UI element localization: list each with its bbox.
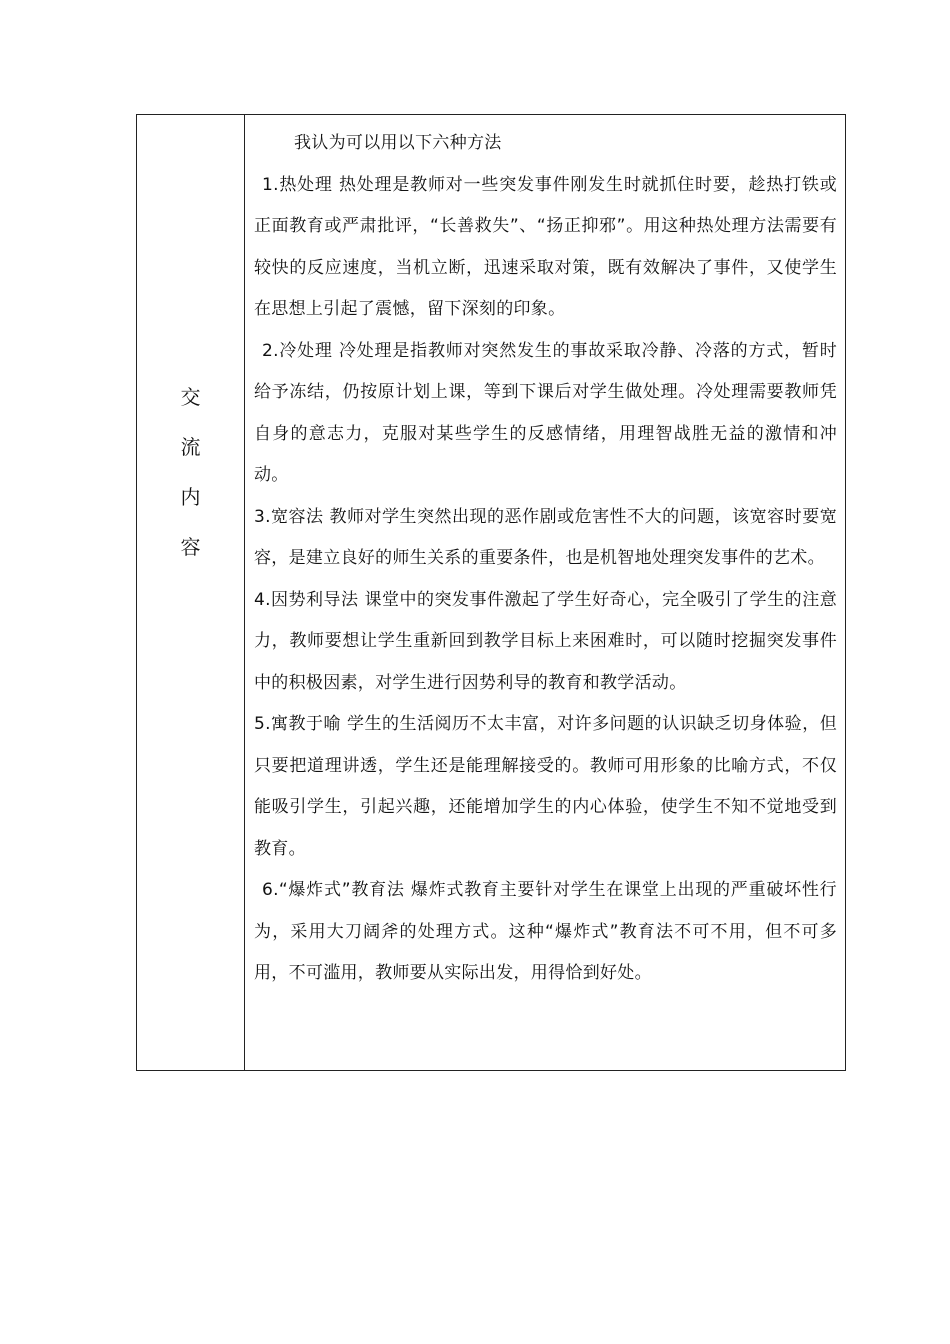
method-paragraph-6: 6.“爆炸式”教育法 爆炸式教育主要针对学生在课堂上出现的严重破坏性行为，采用大刀阔斧的处理方式。这种“爆炸式”教育法不可不用，但不可多用，不可滥用，教师要从实际出发，用得恰到好处。: [254, 880, 837, 983]
label-char: 交: [180, 385, 201, 409]
method-paragraph-1: 1.热处理 热处理是教师对一些突发事件刚发生时就抓住时要，趁热打铁或正面教育或严肃批评，“长善救失”、“扬正抑邪”。用这种热处理方法需要有较快的反应速度，当机立断，迅速采取对策，既有效解决了事件，又使学生在思想上引起了震憾，留下深刻的印象。: [254, 174, 837, 319]
method-paragraph-4: 4.因势利导法 课堂中的突发事件激起了学生好奇心，完全吸引了学生的注意力，教师要想让学生重新回到教学目标上来困难时，可以随时挖掘突发事件中的积极因素，对学生进行因势利导的教育和教学活动。: [254, 589, 837, 693]
label-cell: [137, 115, 245, 1070]
label-text: [137, 372, 244, 572]
method-paragraph-5: 5.寓教于喻 学生的生活阅历不太丰富，对许多问题的认识缺乏切身体验，但只要把道理讲透，学生还是能理解接受的。教师可用形象的比喻方式，不仅能吸引学生，引起兴趣，还能增加学生的内心体验，使学生不知不觉地受到教育。: [254, 714, 837, 859]
intro-paragraph: 我认为可以用以下六种方法: [294, 133, 502, 153]
label-char: 内: [180, 485, 201, 509]
method-paragraph-2: 2.冷处理 冷处理是指教师对突然发生的事故采取冷静、冷落的方式，暂时给予冻结，仍按原计划上课，等到下课后对学生做处理。冷处理需要教师凭自身的意志力，克服对某些学生的反感情绪，用理智战胜无益的激情和冲动。: [254, 340, 837, 485]
label-char: 流: [180, 435, 201, 459]
content-table: [136, 114, 846, 1071]
method-paragraph-3: 3.宽容法 教师对学生突然出现的恶作剧或危害性不大的问题，该宽容时要宽容，是建立良好的师生关系的重要条件，也是机智地处理突发事件的艺术。: [254, 506, 837, 568]
content-cell: [245, 115, 845, 1070]
label-char: 容: [180, 535, 201, 559]
